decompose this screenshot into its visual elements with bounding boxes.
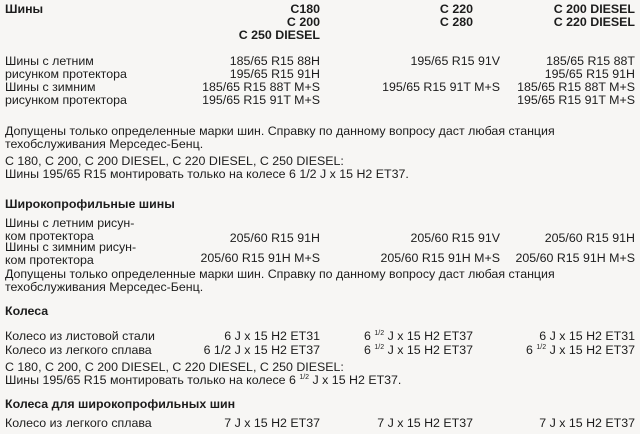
wheel-spec: 6 $^{1/2}$ J x 15 H2 ET37 [364,329,473,343]
tire-spec: 205/60 R15 91H M+S [380,251,500,265]
wheel-spec: 7 J x 15 H2 ET37 [539,416,635,430]
col2-model: C 280 [439,15,473,29]
wheel-spec: 6 J x 15 H2 ET31 [224,329,320,343]
row-label: рисунком протектора [5,93,127,107]
row-label: Колесо из легкого сплава [5,416,152,430]
col2-model: C 220 [439,2,473,16]
row-label: Шины с зимним [5,80,96,94]
section-title-tires: Шины [5,2,44,16]
row-label: Шины с зимним рисун- [5,240,137,254]
col3-model: C 200 DIESEL [553,2,635,16]
tire-spec: 205/60 R15 91H [544,231,635,245]
row-label: Шины с летним [5,54,94,68]
wheel-spec: 6 $^{1/2}$ J x 15 H2 ET37 [364,343,473,357]
tire-spec: 195/65 R15 91H [229,67,320,81]
tire-spec: 195/65 R15 91T M+S [517,93,635,107]
wheel-spec: 6 1/2 J x 15 H2 ET37 [203,343,320,357]
note-text: Допущены только определенные марки шин. Справку по данному вопросу даст любая станция [5,124,555,138]
row-label: Колесо из легкого сплава [5,343,152,357]
models-line: С 180, С 200, С 200 DIESEL, С 220 DIESEL, С 250 DIESEL: [5,360,344,374]
note-text: Допущены только определенные марки шин. Справку по данному вопросу даст любая станция [5,267,555,281]
tire-spec: 185/65 R15 88T M+S [517,80,635,94]
tire-spec: 195/65 R15 91H [544,67,635,81]
tire-spec: 185/65 R15 88T M+S [202,80,320,94]
note-text: техобслуживания Мерседес-Бенц. [5,137,204,151]
tire-spec: 195/65 R15 91T M+S [382,80,500,94]
row-label: Колесо из листовой стали [5,329,155,343]
tire-spec: 205/60 R15 91V [410,231,500,245]
mount-line: Шины 195/65 R15 монтировать только на колесе 6 1/2 J x 15 Н2 ЕТ37. [5,167,409,181]
col1-model: C 250 DIESEL [238,28,320,42]
col3-model: C 220 DIESEL [553,15,635,29]
section-title-wide-tires: Широкопрофильные шины [5,197,175,211]
tire-spec: 195/65 R15 91V [410,54,500,68]
row-label: Шины с летним рисун- [5,216,135,230]
wheel-spec: 7 J x 15 H2 ET37 [224,416,320,430]
tire-spec: 185/65 R15 88H [229,54,320,68]
tire-spec: 195/65 R15 91T M+S [202,93,320,107]
row-label: рисунком протектора [5,67,127,81]
col1-model: C180 [290,2,320,16]
section-title-wheels: Колеса [5,304,49,318]
wheel-spec: 6 $^{1/2}$ J x 15 H2 ET37 [526,343,635,357]
tire-spec: 205/60 R15 91H M+S [200,251,320,265]
wheel-spec: 7 J x 15 H2 ET37 [377,416,473,430]
mount-line: Шины 195/65 R15 монтировать только на колесе 6 $^{1/2}$ J x 15 H2 ET37. [5,373,402,387]
models-line: С 180, С 200, С 200 DIESEL, С 220 DIESEL, С 250 DIESEL: [5,154,344,168]
wheel-spec: 6 J x 15 H2 ET31 [539,329,635,343]
row-label: ком протектора [5,253,94,267]
tire-spec: 185/65 R15 88T [546,54,635,68]
tire-spec: 205/60 R15 91H [229,231,320,245]
tire-spec: 205/60 R15 91H M+S [515,251,635,265]
col1-model: C 200 [286,15,320,29]
note-text: техобслуживания Мерседес-Бенц. [5,280,204,294]
row-label: ком протектора [5,229,94,243]
section-title-wide-wheels: Колеса для широкопрофильных шин [5,397,236,411]
